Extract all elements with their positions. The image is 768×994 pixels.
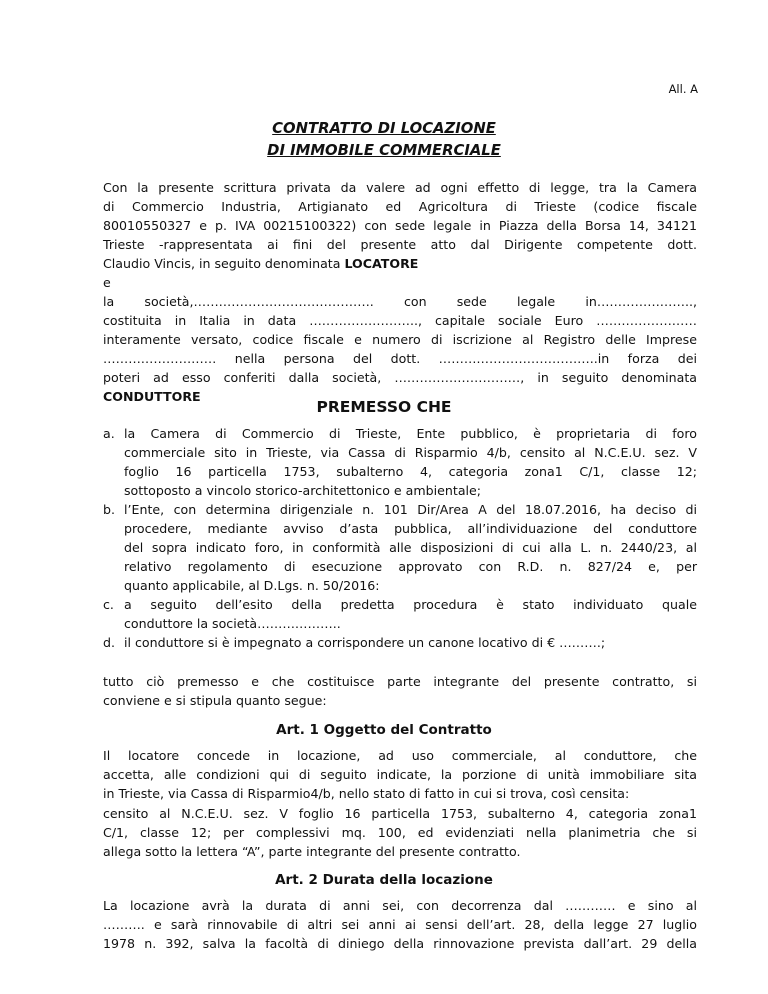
list-line: quanto applicabile, al D.Lgs. n. 50/2016: [124,578,380,593]
intro-text: Claudio Vincis, in seguito denominata [103,256,345,271]
list-line: commerciale sito in Trieste, via Cassa di Risparmio 4/b, censito al N.C.E.U. sez. V [124,445,697,460]
list-item [103,500,697,595]
closing-line: tutto ciò premesso e che costituisce parte integrante del presente contratto, si [103,674,697,689]
list-line: la Camera di Commercio di Trieste, Ente pubblico, è proprietaria di foro [124,426,697,441]
locatore-label: LOCATORE [344,256,419,271]
art1-line: in Trieste, via Cassa di Risparmio4/b, nello stato di fatto in cui si trova, così censita: [103,786,630,801]
list-line: conduttore la società……………….. [124,616,341,631]
title-line-2: DI IMMOBILE COMMERCIALE [267,142,501,159]
art2-line: La locazione avrà la durata di anni sei, con decorrenza dal ………… e sino al [103,898,697,913]
art2-line: ………. e sarà rinnovabile di altri sei anni ai sensi dell’art. 28, della legge 27 luglio [103,917,697,932]
intro-line-locatore [103,254,697,273]
party-line: interamente versato, codice fiscale e numero di iscrizione al Registro delle Imprese [103,332,697,347]
intro-line: di Commercio Industria, Artigianato ed Agricoltura di Trieste (codice fiscale [103,199,697,214]
list-line: relativo regolamento di esecuzione approvato con R.D. n. 827/24 e, per [124,559,697,574]
list-marker: a. [103,426,115,441]
art1-heading: Art. 1 Oggetto del Contratto [276,722,492,738]
art2-paragraph-1 [103,896,697,953]
list-item [103,595,697,633]
party-line: poteri ad esso conferiti dalla società, …………………………, in seguito denominata [103,370,697,385]
intro-paragraph [103,178,697,406]
art1-paragraph-2 [103,804,697,861]
art1-line: censito al N.C.E.U. sez. V foglio 16 particella 1753, subalterno 4, categoria zona1 [103,806,697,821]
list-marker: d. [103,635,115,650]
document-title [0,118,768,162]
list-marker: b. [103,502,115,517]
intro-line: Con la presente scrittura privata da valere ad ogni effetto di legge, tra la Camera [103,180,697,195]
attachment-label: All. A [668,82,698,96]
art2-heading: Art. 2 Durata della locazione [275,872,493,888]
list-line: a seguito dell’esito della predetta procedura è stato individuato quale [124,597,697,612]
list-line: l’Ente, con determina dirigenziale n. 101 Dir/Area A del 18.07.2016, ha deciso di [124,502,697,517]
list-line: foglio 16 particella 1753, subalterno 4, categoria zona1 C/1, classe 12; [124,464,697,479]
art1-line: accetta, alle condizioni qui di seguito indicate, la porzione di unità immobiliare sita [103,767,697,782]
art1-line: C/1, classe 12; per complessivi mq. 100, ed evidenziati nella planimetria che si [103,825,697,840]
intro-line: Trieste -rappresentata ai fini del presente atto dal Dirigente competente dott. [103,237,697,252]
premesso-list [103,424,697,652]
list-line: sottoposto a vincolo storico-architettonico e ambientale; [124,483,482,498]
conduttore-label: CONDUTTORE [103,389,201,404]
title-line-1: CONTRATTO DI LOCAZIONE [272,120,496,137]
conjunction-e: e [103,275,111,290]
art1-line: Il locatore concede in locazione, ad uso commerciale, al conduttore, che [103,748,697,763]
list-line: procedere, mediante avviso d’asta pubblica, all’individuazione del conduttore [124,521,697,536]
party-line: la società,……………………………………. con sede legale in………………….., [103,294,697,309]
list-item [103,633,697,652]
list-item [103,424,697,500]
art2-line: 1978 n. 392, salva la facoltà di diniego della rinnovazione prevista dall’art. 29 della [103,936,697,951]
list-marker: c. [103,597,114,612]
premesso-closing [103,672,697,710]
premesso-heading: PREMESSO CHE [316,398,452,416]
list-line: il conduttore si è impegnato a corrispondere un canone locativo di € ……….; [124,635,606,650]
art1-line: allega sotto la lettera “A”, parte integrante del presente contratto. [103,844,521,859]
party-line: ……………………… nella persona del dott. ………………………………..in forza dei [103,351,697,366]
closing-line: conviene e si stipula quanto segue: [103,693,327,708]
party-line: costituita in Italia in data …………………….., capitale sociale Euro …………………… [103,313,697,328]
art1-paragraph-1 [103,746,697,803]
intro-line: 80010550327 e p. IVA 00215100322) con sede legale in Piazza della Borsa 14, 34121 [103,218,697,233]
list-line: del sopra indicato foro, in conformità alle disposizioni di cui alla L. n. 2440/23, al [124,540,697,555]
